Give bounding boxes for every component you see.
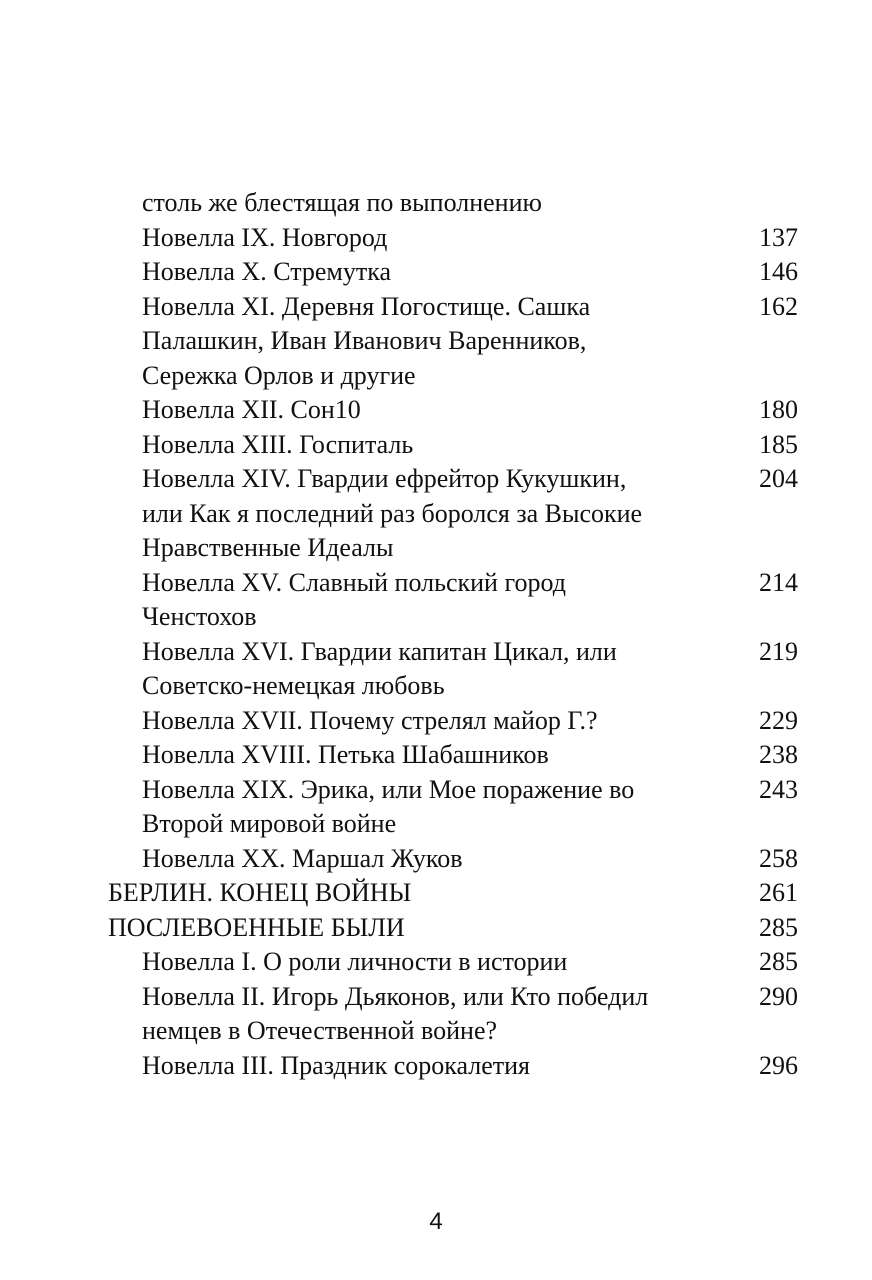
toc-title-line: Второй мировой войне (142, 809, 397, 838)
toc-title-line: Новелла IX. Новгород (142, 222, 388, 252)
toc-title-line: Новелла XI. Деревня Погостище. Сашка (142, 291, 591, 321)
toc-title-line: Новелла II. Игорь Дьяконов, или Кто победил (142, 981, 649, 1011)
toc-title-line: Новелла I. О роли личности в истории (142, 947, 568, 976)
toc-entry-page: 185 (759, 429, 798, 459)
toc-entry (108, 773, 798, 842)
toc-entry-page: 261 (759, 878, 798, 907)
toc-title-line: Ченстохов (142, 602, 257, 631)
toc-entry-page: 290 (759, 981, 798, 1011)
toc-title-line: Новелла XIV. Гвардии ефрейтор Кукушкин, (142, 464, 627, 493)
toc-entry (108, 842, 798, 877)
toc-entry-page: 180 (759, 395, 798, 424)
toc-entry (108, 980, 798, 1049)
toc-title-line: Новелла X. Стремутка (142, 257, 392, 286)
toc-title-line: Новелла XVII. Почему стрелял майор Г.? (142, 705, 598, 735)
toc-entry-title (142, 738, 702, 773)
toc-entry (108, 428, 798, 463)
toc-entry-title (142, 393, 702, 428)
toc-entry-page: 146 (759, 257, 798, 286)
toc-entry-page: 238 (759, 740, 798, 769)
toc-entry-title (108, 876, 702, 911)
toc-title-line: Новелла XV. Славный польский город (142, 567, 566, 597)
toc-entry-page: 229 (759, 705, 798, 735)
toc-entry-title (142, 462, 702, 566)
toc-title-line: Новелла III. Праздник сорокалетия (142, 1050, 531, 1080)
toc-entry-page: 204 (759, 464, 798, 493)
toc-entry-title (142, 704, 702, 739)
toc-title-line: Нравственные Идеалы (142, 533, 394, 562)
toc-entry-page: 243 (759, 774, 798, 804)
toc-title-line: Палашкин, Иван Иванович Варенников, (142, 326, 587, 355)
toc-entry-page: 285 (759, 912, 798, 942)
toc-entry-page: 258 (759, 843, 798, 873)
toc-entry-title (142, 980, 702, 1049)
toc-entry-page: 219 (759, 636, 798, 666)
toc-entry-title (142, 255, 702, 290)
table-of-contents (108, 186, 798, 1083)
toc-entry-page: 214 (759, 567, 798, 597)
toc-entry (108, 945, 798, 980)
toc-entry (108, 221, 798, 256)
toc-entry-title (142, 221, 702, 256)
toc-entry-title (142, 186, 702, 221)
toc-entry (108, 635, 798, 704)
toc-entry (108, 1049, 798, 1084)
toc-title-line: Советско-немецкая любовь (142, 671, 445, 700)
toc-entry-page: 296 (759, 1050, 798, 1080)
toc-entry-title (142, 428, 702, 463)
toc-title-line: Новелла XIX. Эрика, или Мое поражение во (142, 774, 635, 804)
toc-entry-title (142, 1049, 702, 1084)
toc-entry (108, 255, 798, 290)
toc-title-line: ПОСЛЕВОЕННЫЕ БЫЛИ (108, 912, 405, 942)
toc-entry (108, 911, 798, 946)
toc-entry-title (142, 945, 702, 980)
toc-entry-page: 137 (759, 222, 798, 252)
toc-entry-title (142, 635, 702, 704)
toc-title-line: Новелла XIII. Госпиталь (142, 429, 414, 459)
toc-entry (108, 186, 798, 221)
toc-entry-title (142, 842, 702, 877)
toc-entry (108, 704, 798, 739)
toc-entry-title (108, 911, 702, 946)
toc-entry-page: 285 (759, 947, 798, 976)
toc-title-line: БЕРЛИН. КОНЕЦ ВОЙНЫ (108, 878, 412, 907)
toc-entry-title (142, 566, 702, 635)
toc-entry-title (142, 290, 702, 394)
toc-title-line: Новелла XVI. Гвардии капитан Цикал, или (142, 636, 617, 666)
toc-entry-page: 162 (759, 291, 798, 321)
toc-title-line: Сережка Орлов и другие (142, 360, 416, 390)
toc-title-line: Новелла XX. Маршал Жуков (142, 843, 463, 873)
toc-entry (108, 876, 798, 911)
toc-entry-title (142, 773, 702, 842)
toc-title-line: столь же блестящая по выполнению (142, 188, 542, 217)
toc-entry (108, 462, 798, 566)
toc-entry (108, 290, 798, 394)
toc-title-line: Новелла XII. Сон10 (142, 395, 361, 424)
page-number: 4 (429, 1208, 443, 1235)
toc-entry (108, 393, 798, 428)
toc-entry (108, 566, 798, 635)
toc-entry (108, 738, 798, 773)
toc-title-line: Новелла XVIII. Петька Шабашников (142, 740, 549, 769)
toc-title-line: немцев в Отечественной войне? (142, 1016, 498, 1045)
toc-title-line: или Как я последний раз боролся за Высокие (142, 498, 643, 528)
